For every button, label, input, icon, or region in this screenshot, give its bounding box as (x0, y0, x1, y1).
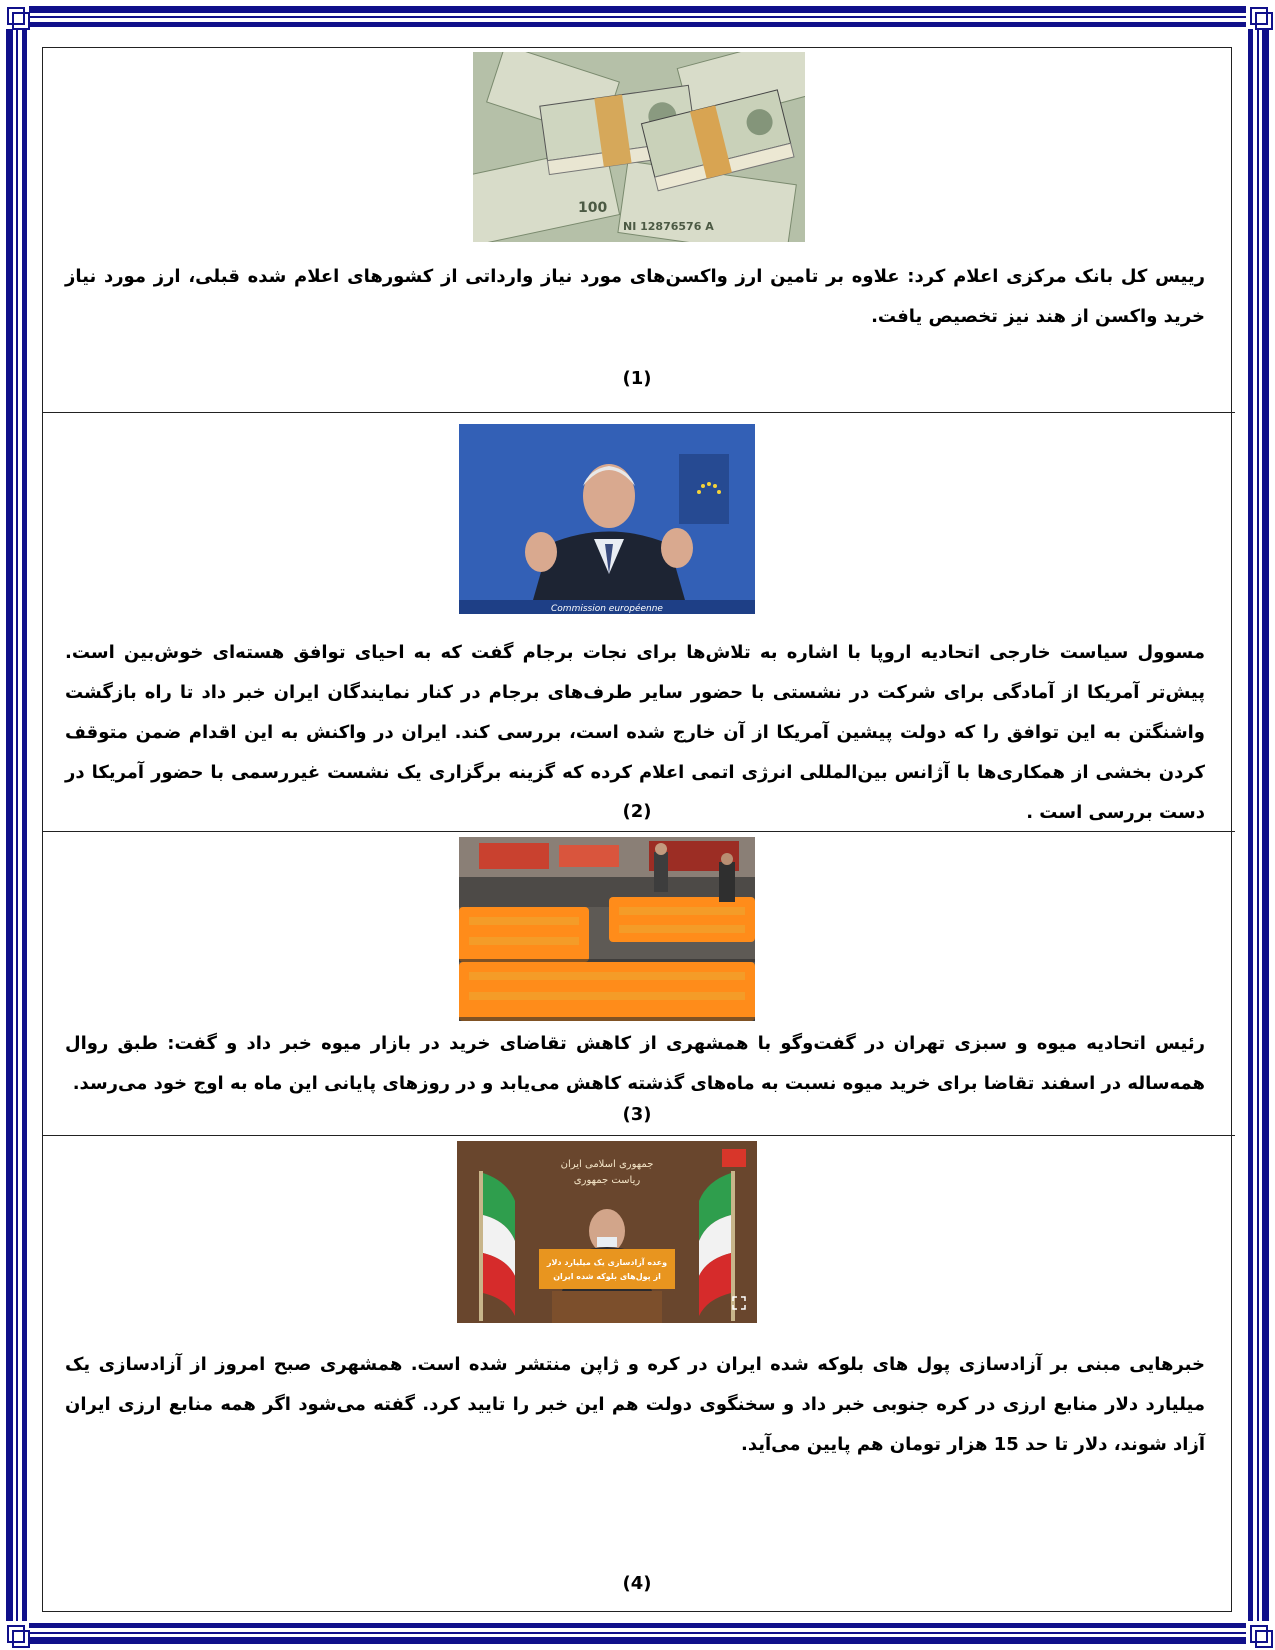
svg-text:100: 100 (578, 200, 608, 216)
news-table (42, 47, 1232, 1612)
item-number: (3) (622, 1104, 652, 1125)
news-item-3 (43, 831, 1231, 1136)
item-number: (1) (622, 368, 652, 389)
photo-caption: Commission européenne (551, 604, 663, 614)
corner-ornament (1246, 1621, 1272, 1647)
item-number: (2) (622, 801, 652, 822)
press-conference-photo (457, 1141, 757, 1323)
corner-ornament (3, 3, 29, 29)
news-text: مسوول سیاست خارجی اتحادیه اروپا با اشاره به تلاش‌ها برای نجات برجام گفت که به احیای توافق هسته‌ای خوش‌بین است. پیش‌تر آمریکا از آمادگی برای شرکت در نشستی با حضور سایر طرف‌های برجام در کنار نمایندگان ایران خبر داد تا راه بازگشت واشنگتن به این توافق را که دولت پیشین آمریکا از آن خارج شده است، بررسی کند. ایران در واکنش به این اقدام ضمن متوقف کردن بخشی از همکاری‌ها با آژانس بین‌المللی انرژی اتمی اعلام کرده که گزینه برگزاری یک نشست غیررسمی با حضور آمریکا در دست بررسی است . (65, 642, 1205, 823)
corner-ornament (1246, 3, 1272, 29)
photo-header-line1: جمهوری اسلامی ایران (560, 1159, 654, 1170)
photo-banner-line1: وعده آزادسازی یک میلیارد دلار (546, 1258, 668, 1267)
news-item-1 (43, 48, 1231, 433)
svg-text:NI 12876576 A: NI 12876576 A (623, 220, 714, 233)
item-number: (4) (622, 1573, 652, 1594)
news-item-4 (43, 1135, 1231, 1613)
official-speaking-photo (459, 424, 755, 614)
news-text: رئیس اتحادیه میوه و سبزی تهران در گفت‌وگو با همشهری از کاهش تقاضای خرید در بازار میوه خبر داد و گفت: طبق روال همه‌ساله در اسفند تقاضا برای خرید میوه نسبت به ماه‌های گذشته کاهش می‌یابد و در روزهای پایانی این ماه به اوج خود می‌رسد. (65, 1033, 1205, 1094)
photo-header-line2: ریاست جمهوری (573, 1175, 641, 1186)
photo-banner-line2: از پول‌های بلوکه شده ایران (553, 1272, 661, 1281)
news-text: رییس کل بانک مرکزی اعلام کرد: علاوه بر تامین ارز واکسن‌های مورد نیاز وارداتی از کشورهای اعلام شده قبلی، ارز مورد نیاز خرید واکسن از هند نیز تخصیص یافت. (65, 266, 1205, 327)
corner-ornament (3, 1621, 29, 1647)
money-photo (473, 52, 805, 242)
fruit-market-photo (459, 837, 755, 1021)
news-text: خبرهایی مبنی بر آزادسازی پول های بلوکه شده ایران در کره و ژاپن منتشر شده است. همشهری صبح امروز از آزادسازی یک میلیارد دلار منابع ارزی در کره جنوبی خبر داد و سخنگوی دولت هم این خبر را تایید کرد. گفته می‌شود اگر همه منابع ارزی ایران آزاد شوند، دلار تا حد 15 هزار تومان هم پایین می‌آید. (65, 1354, 1205, 1455)
news-item-2 (43, 412, 1231, 832)
